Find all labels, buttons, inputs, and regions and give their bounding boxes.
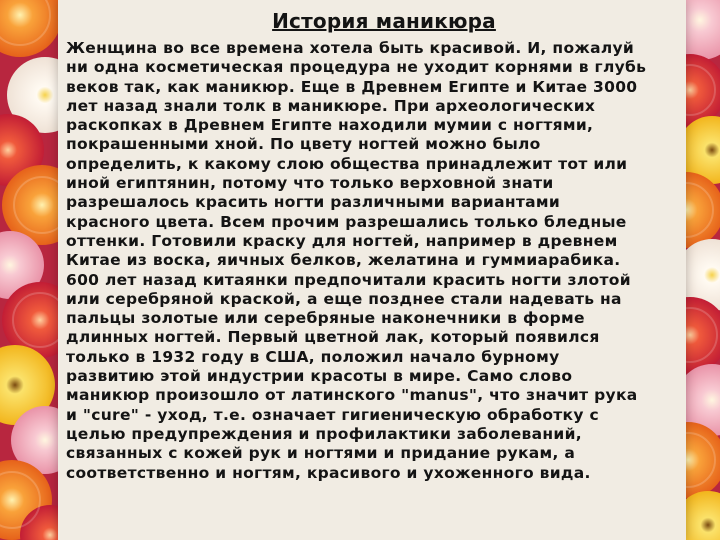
body-text-line: связанных с кожей рук и ногтями и придание рукам, а bbox=[66, 444, 576, 463]
body-text-line: 600 лет назад китаянки предпочитали красить ногти злотой bbox=[66, 270, 631, 289]
body-text-line: или серебряной краской, а еще позднее стали надевать на bbox=[66, 289, 622, 308]
body-text-line: раскопках в Древнем Египте находили мумии с ногтями, bbox=[66, 116, 594, 135]
body-text-line: иной египтянин, потому что только верховной знати bbox=[66, 174, 554, 193]
body-text-line: покрашенными хной. По цвету ногтей можно было bbox=[66, 135, 541, 154]
slide-title: История маникюра bbox=[272, 9, 496, 33]
body-text-line: Китае из воска, яичных белков, желатина и гуммиарабика. bbox=[66, 251, 621, 270]
body-text-line: лет назад знали толк в маникюре. При археологических bbox=[66, 96, 596, 115]
body-text-line: Женщина во все времена хотела быть красивой. И, пожалуй bbox=[66, 39, 635, 57]
body-text-line: длинных ногтей. Первый цветной лак, который появился bbox=[66, 328, 600, 347]
body-text-line: разрешалось красить ногти различными вариантами bbox=[66, 193, 561, 212]
body-text-line: развитию этой индустрии красоты в мире. Само слово bbox=[66, 367, 573, 386]
body-text bbox=[66, 39, 706, 483]
body-text-line: соответственно и ногтям, красивого и ухоженного вида. bbox=[66, 463, 591, 482]
body-text-line: красного цвета. Всем прочим разрешались только бледные bbox=[66, 212, 627, 231]
body-text-line: пальцы золотые или серебряные наконечники в форме bbox=[66, 309, 585, 328]
body-text-line: определить, к какому слою общества принадлежит тот или bbox=[66, 154, 628, 173]
body-text-line: и "cure" - уход, т.е. означает гигиеническую обработку с bbox=[66, 405, 599, 424]
body-text-line: только в 1932 году в США, положил начало бурному bbox=[66, 347, 560, 366]
body-text-line: ни одна косметическая процедура не уходит корнями в глубь bbox=[66, 58, 647, 77]
body-text-line: оттенки. Готовили краску для ногтей, например в древнем bbox=[66, 231, 618, 250]
body-text-line: целью предупреждения и профилактики заболеваний, bbox=[66, 424, 582, 443]
body-text-line: маникюр произошло от латинского "manus", что значит рука bbox=[66, 386, 638, 405]
body-text-line: веков так, как маникюр. Еще в Древнем Египте и Китае 3000 bbox=[66, 77, 638, 96]
